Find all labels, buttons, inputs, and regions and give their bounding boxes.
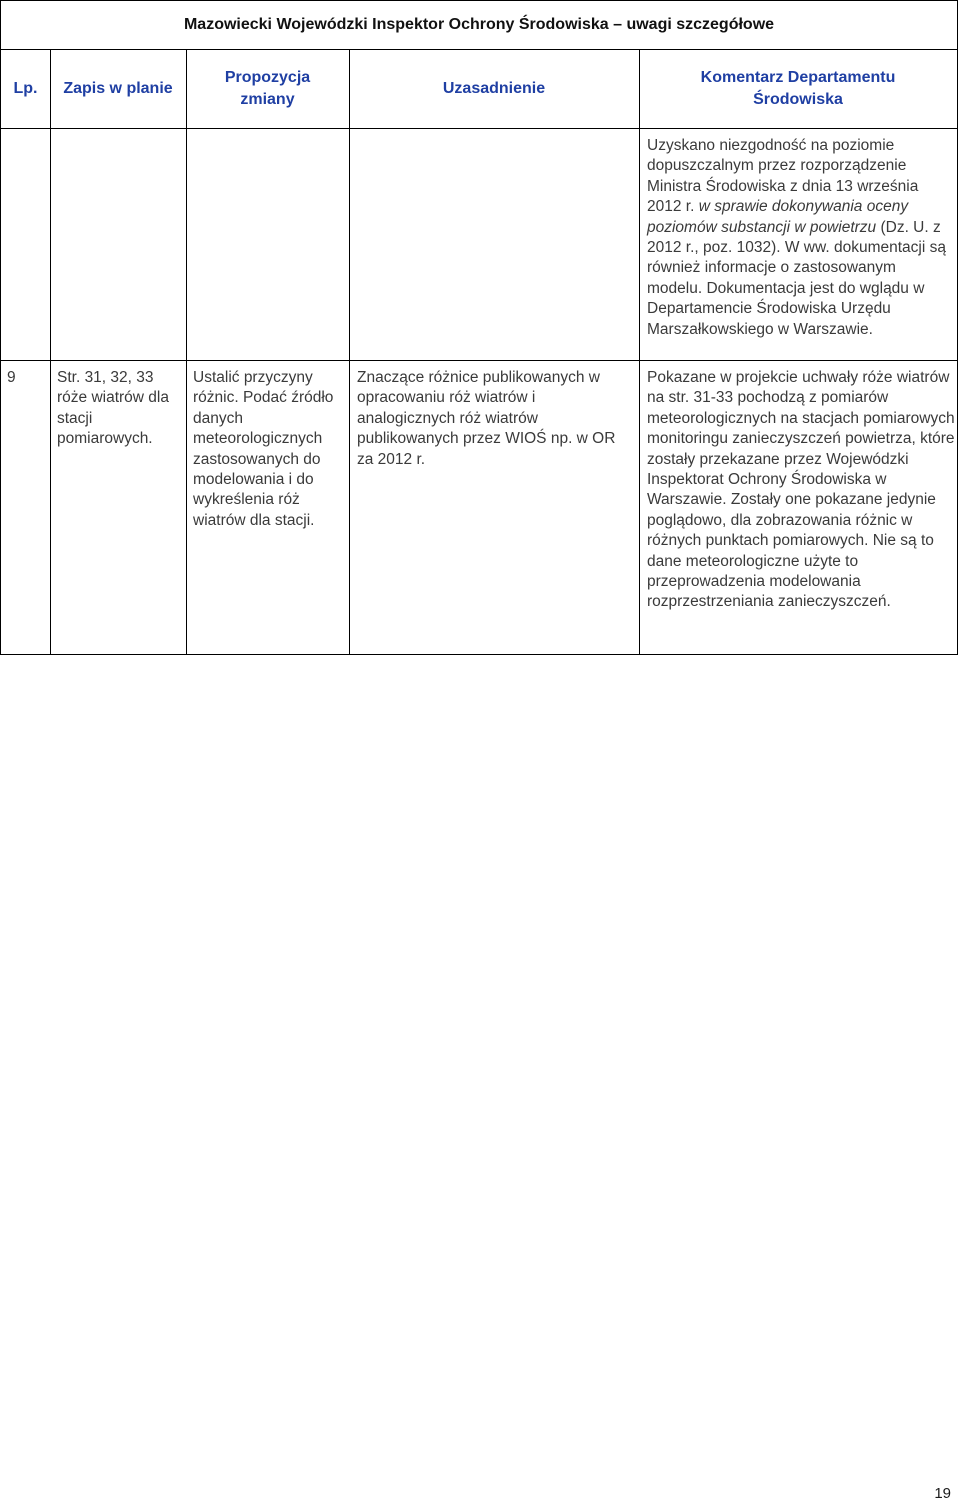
column-divider (50, 49, 51, 655)
continuation-komentarz (647, 136, 955, 340)
column-divider (639, 49, 640, 655)
comments-table (0, 0, 958, 655)
header-komentarz-line1: Komentarz Departamentu (700, 68, 896, 86)
continuation-komentarz-text (647, 136, 955, 340)
column-divider (186, 49, 187, 655)
header-uzasadnienie-label: Uzasadnienie (442, 79, 546, 97)
row-divider (1, 360, 957, 361)
column-divider (349, 49, 350, 655)
table-title: Mazowiecki Wojewódzki Inspektor Ochrony Środowiska – uwagi szczegółowe (1, 1, 957, 50)
header-komentarz (639, 49, 957, 129)
header-zapis (50, 49, 186, 129)
row-9-komentarz: Pokazane w projekcie uchwały róże wiatrów na str. 31-33 pochodzą z pomiarów meteorologicznych na stacjach pomiarowych monitoringu zanieczyszczeń powietrza, które zostały przekazane przez Wojewódzki Inspektorat Ochrony Środowiska w Warszawie. Zostały one pokazane jedynie poglądowo, dla zobrazowania różnic w różnych punktach pomiarowych. Nie są to dane meteorologiczne użyte to przeprowadzenia modelowania rozprzestrzeniania zanieczyszczeń. (647, 369, 955, 611)
page-number: 19 (934, 1485, 951, 1502)
row-9-zapis: Str. 31, 32, 33 róże wiatrów dla stacji pomiarowych. (57, 369, 169, 448)
komentarz-segment: (Dz. U. z 2012 r., poz. 1032). W ww. dokumentacji są również informacje o zastosowanym modelu. Dokumentacja jest do wglądu w Departamencie Środowiska Urzędu Marszałkowskiego w Warszawie. (647, 218, 946, 338)
row-9-lp: 9 (7, 369, 16, 386)
row-9-uzasadnienie: Znaczące różnice publikowanych w opracowaniu róż wiatrów i analogicznych róż wiatrów publikowanych przez WIOŚ np. w OR za 2012 r. (357, 369, 616, 468)
header-propozycja (186, 49, 349, 129)
row-9-propozycja: Ustalić przyczyny różnic. Podać źródło danych meteorologicznych zastosowanych do modelowania i do wykreślenia róż wiatrów dla stacji. (193, 369, 334, 529)
header-zapis-label: Zapis w planie (63, 79, 173, 97)
header-propozycja-line2: zmiany (240, 90, 295, 108)
header-propozycja-line1: Propozycja (224, 68, 311, 86)
komentarz-segment: Uzyskano niezgodność na poziomie dopuszczalnym przez rozporządzenie Ministra Środowiska z dnia 13 września 2012 r. (647, 137, 919, 216)
header-lp-label: Lp. (13, 79, 38, 97)
komentarz-segment-italic: w sprawie dokonywania oceny poziomów substancji w powietrzu (647, 198, 909, 236)
header-komentarz-line2: Środowiska (753, 90, 843, 108)
header-lp (1, 49, 50, 129)
header-uzasadnienie (349, 49, 639, 129)
